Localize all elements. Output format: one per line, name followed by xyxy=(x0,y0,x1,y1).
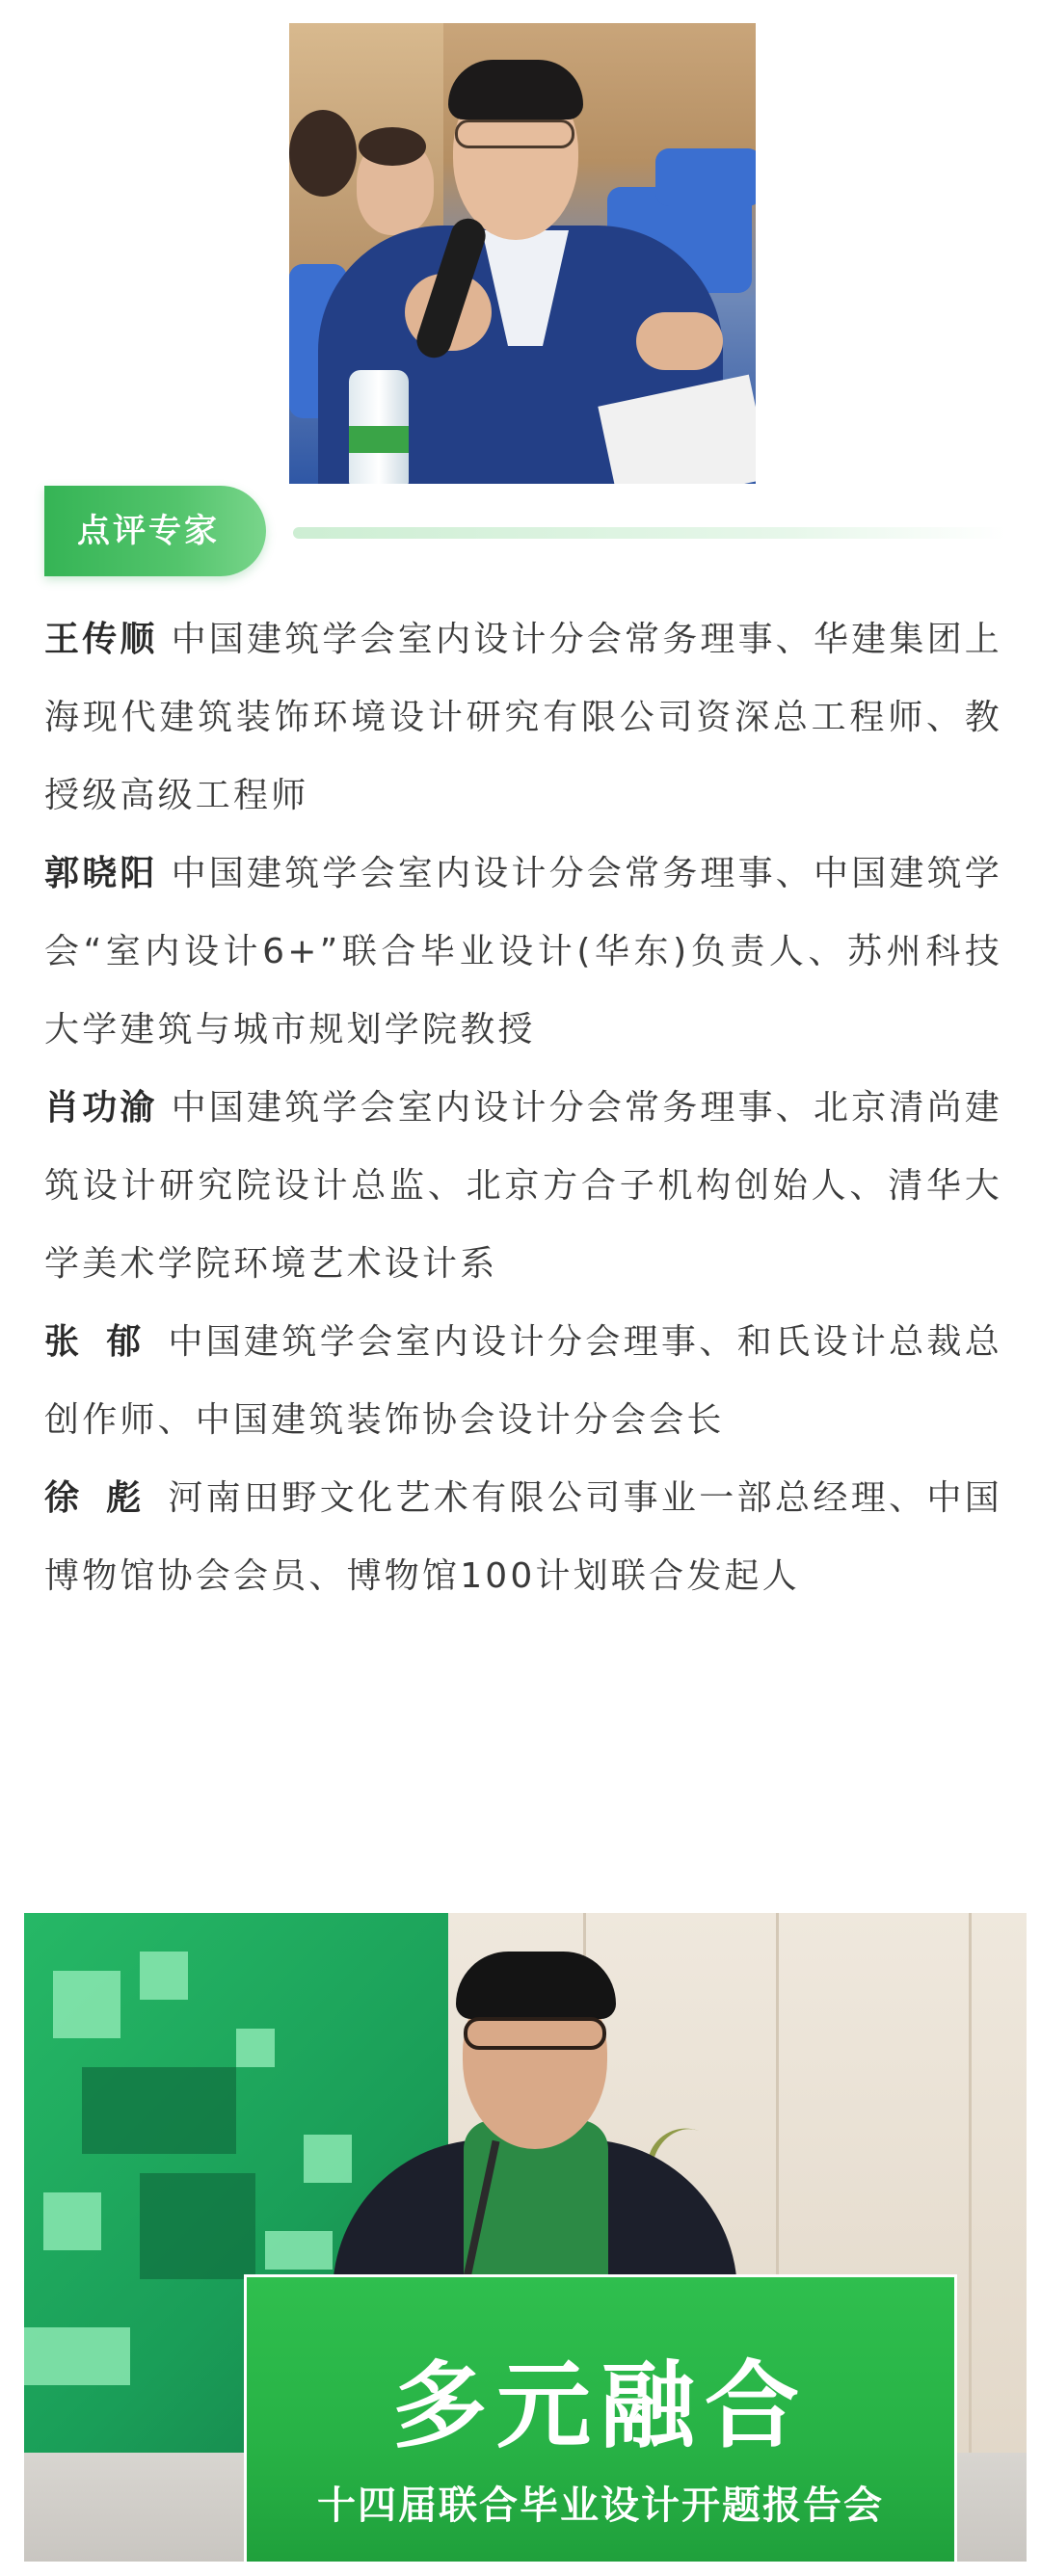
expert-description: 中国建筑学会室内设计分会常务理事、华建集团上海现代建筑装饰环境设计研究有限公司资深总工程师、教授级高级工程师 xyxy=(44,620,1003,815)
expert-description: 中国建筑学会室内设计分会理事、和氏设计总裁总创作师、中国建筑装饰协会设计分会会长 xyxy=(44,1322,1002,1440)
podium-subtitle: 十四届联合毕业设计开题报告会 xyxy=(317,2483,884,2528)
expert-name: 肖功渝 xyxy=(44,1088,158,1128)
section-header xyxy=(44,486,1008,576)
podium-sign xyxy=(244,2274,957,2562)
expert-entry xyxy=(44,1459,1002,1615)
expert-name: 王传顺 xyxy=(44,620,158,659)
section-divider xyxy=(293,527,1006,539)
section-title: 点评专家 xyxy=(77,512,220,550)
expert-description: 中国建筑学会室内设计分会常务理事、中国建筑学会“室内设计6+”联合毕业设计(华东)负责人、苏州科技大学建筑与城市规划学院教授 xyxy=(44,854,1003,1049)
section-title-pill xyxy=(44,486,266,576)
expert-entry xyxy=(44,1069,1002,1303)
speaker-photo-bottom xyxy=(24,1913,1027,2562)
expert-photo-top xyxy=(289,23,756,484)
expert-entry xyxy=(44,1303,1002,1459)
expert-description: 河南田野文化艺术有限公司事业一部总经理、中国博物馆协会会员、博物馆100计划联合发起人 xyxy=(44,1478,1002,1596)
expert-name: 张郁 xyxy=(44,1322,169,1362)
expert-entry xyxy=(44,600,1002,835)
expert-description: 中国建筑学会室内设计分会常务理事、北京清尚建筑设计研究院设计总监、北京方合子机构创始人、清华大学美术学院环境艺术设计系 xyxy=(44,1088,1003,1284)
expert-name: 郭晓阳 xyxy=(44,854,158,893)
experts-list xyxy=(44,600,1002,1615)
podium-title: 多元融合 xyxy=(391,2351,809,2461)
expert-entry xyxy=(44,835,1002,1069)
expert-name: 徐彪 xyxy=(44,1478,169,1518)
